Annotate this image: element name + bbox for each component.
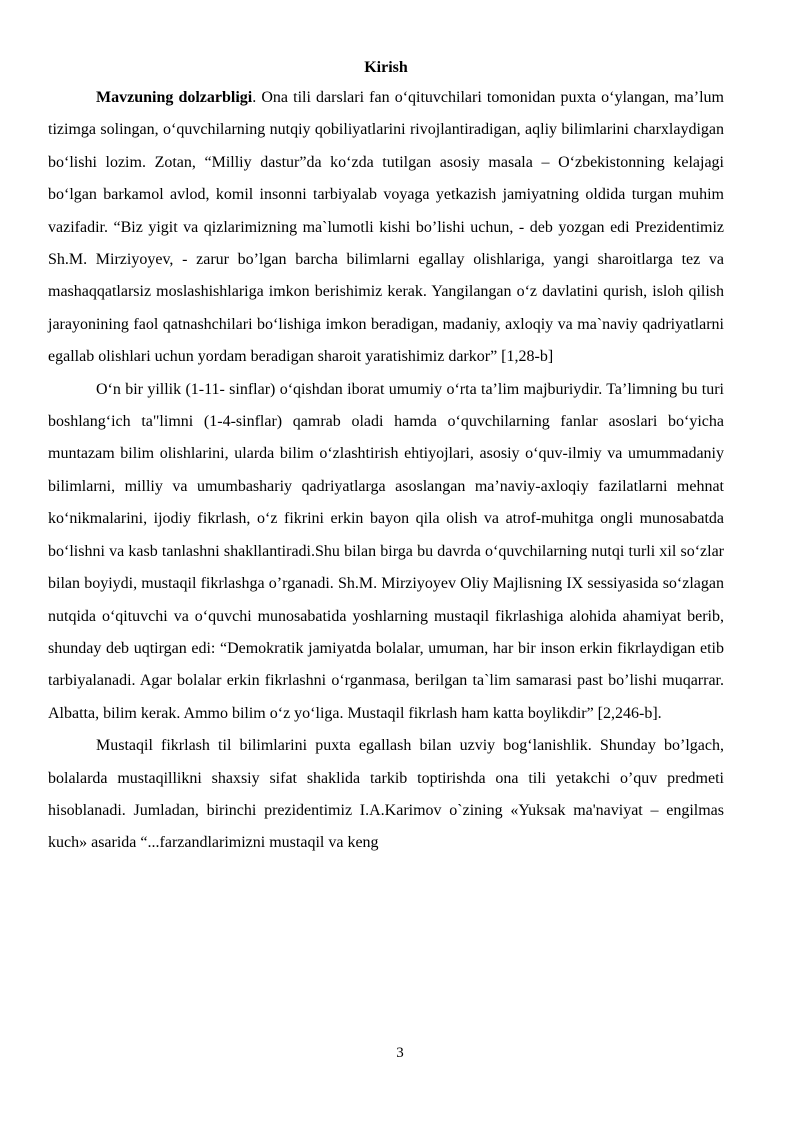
paragraph-independent-thinking: [48, 730, 724, 860]
document-page: [48, 56, 724, 860]
paragraph-text: O‘n bir yillik (1-11- sinflar) o‘qishdan iborat umumiy o‘rta ta’lim majburiydir. Ta’limning bu turi boshlang‘ich ta"limni (1-4-sinflar) qamrab oladi hamda o‘quvchilarning fanlar asoslari bo‘yicha muntazam bilim olishlarini, ularda bilim o‘zlashtirish ehtiyojlari, asosiy o‘quv-ilmiy va umummadaniy bilimlarni, milliy va umumbashariy qadriyatlarga asoslangan ma’naviy-axloqiy fazilatlarni mehnat ko‘nikmalarini, ijodiy fikrlash, o‘z fikrini erkin bayon qila olish va atrof-muhitga ongli munosabatda bo‘lishni va kasb tanlashni shakllantiradi.Shu bilan birga bu davrda o‘quvchilarning nutqi turli xil so‘zlar bilan boyiydi, mustaqil fikrlashga o’rganadi. Sh.M. Mirziyoyev Oliy Majlisning IX sessiyasida so‘zlagan nutqida o‘qituvchi va o‘quvchi munosabatida yoshlarning mustaqil fikrlashiga alohida ahamiyat berib, shunday deb uqtirgan edi: “Demokratik jamiyatda bolalar, umuman, har bir inson erkin fikrlaydigan etib tarbiyalanadi. Agar bolalar erkin fikrlashni o‘rganmasa, berilgan ta`lim samarasi past bo’lishi muqarrar. Albatta, bilim kerak. Ammo bilim o‘z yo‘liga. Mustaqil fikrlash ham katta boylikdir” [2,246-b].: [48, 380, 724, 722]
paragraph-lead: Mavzuning dolzarbligi: [96, 89, 253, 106]
page-number: 3: [396, 1045, 404, 1061]
paragraph-relevance: [48, 82, 724, 374]
paragraph-general-education: [48, 374, 724, 730]
paragraph-text: . Ona tili darslari fan o‘qituvchilari tomonidan puxta o‘ylangan, ma’lum tizimga solingan, o‘quvchilarning nutqiy qobiliyatlarini rivojlantiradigan, aqliy bilimlarini charxlaydigan bo‘lishi lozim. Zotan, “Milliy dastur”da ko‘zda tutilgan asosiy masala – O‘zbekistonning kelajagi bo‘lgan barkamol avlod, komil insonni tarbiyalab voyaga yetkazish jamiyatning oldida turgan muhim vazifadir. “Biz yigit va qizlarimizning ma`lumotli kishi bo’lishi uchun, - deb yozgan edi Prezidentimiz Sh.M. Mirziyoyev, - zarur bo’lgan barcha bilimlarni egallay olishlariga, yangi sharoitlarga tez va mashaqqatlarsiz moslashishlariga imkon berishimiz kerak. Yangilangan o‘z davlatini qurish, isloh qilish jarayonining faol qatnashchilari bo‘lishiga imkon beradigan, madaniy, axloqiy va ma`naviy qadriyatlarni egallab olishlari uchun yordam beradigan sharoit yaratishimiz darkor” [1,28-b]: [48, 89, 725, 366]
section-title: Kirish: [364, 59, 408, 76]
paragraph-text: Mustaqil fikrlash til bilimlarini puxta egallash bilan uzviy bog‘lanishlik. Shunday bo’lgach, bolalarda mustaqillikni shaxsiy sifat shaklida tarkib toptirishda ona tili yetakchi o’quv predmeti hisoblanadi. Jumladan, birinchi prezidentimiz I.A.Karimov o`zining «Yuksak ma'naviyat – engilmas kuch» asarida “...farzandlarimizni mustaqil va keng: [48, 737, 724, 852]
